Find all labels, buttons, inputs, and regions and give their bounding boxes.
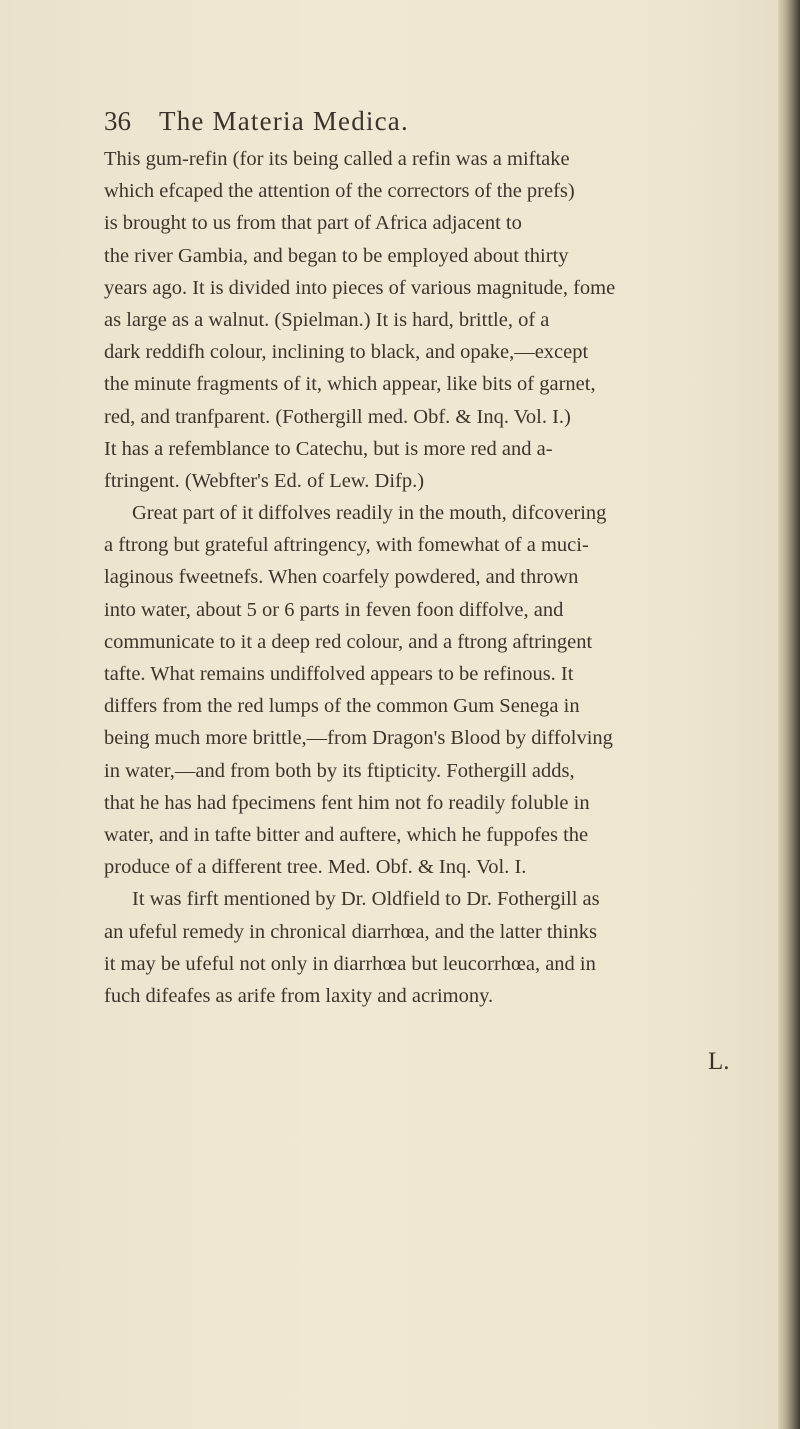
text-line: tafte. What remains undiffolved appears to be refinous. It [104, 663, 574, 685]
text-line: into water, about 5 or 6 parts in feven foon diffolve, and [104, 598, 564, 621]
text-line: It has a refemblance to Catechu, but is more red and a- [104, 437, 553, 460]
text-line: the minute fragments of it, which appear, like bits of garnet, [104, 373, 596, 396]
text-line: being much more brittle,—from Dragon's Blood by diffolving [104, 727, 613, 750]
text-line: It was firft mentioned by Dr. Oldfield to Dr. Fothergill as [132, 888, 600, 911]
text-line: ftringent. (Webfter's Ed. of Lew. Difp.) [104, 469, 425, 492]
text-line: communicate to it a deep red colour, and a ftrong aftringent [104, 630, 593, 653]
text-line: This gum-refin (for its being called a refin was a miftake [104, 148, 570, 170]
text-line: differs from the red lumps of the common Gum Senega in [104, 695, 580, 718]
catchword: L. [708, 1048, 730, 1075]
text-line: laginous fweetnefs. When coarfely powdered, and thrown [104, 566, 579, 589]
text-line: years ago. It is divided into pieces of various magnitude, fome [104, 276, 616, 299]
running-title: The Materia Medica. [159, 106, 409, 136]
body-text [104, 143, 752, 1012]
page-number: 36 [104, 106, 131, 136]
text-line: the river Gambia, and began to be employed about thirty [104, 244, 569, 267]
text-line: in water,—and from both by its ftipticity. Fothergill adds, [104, 759, 575, 782]
text-line: fuch difeafes as arife from laxity and acrimony. [104, 984, 494, 1007]
text-line: Great part of it diffolves readily in the mouth, difcovering [132, 502, 607, 525]
book-binding-edge [778, 0, 800, 1429]
text-line: it may be ufeful not only in diarrhœa but leucorrhœa, and in [104, 952, 596, 975]
page-header [104, 106, 724, 146]
text-line: red, and tranfparent. (Fothergill med. Obf. & Inq. Vol. I.) [104, 405, 571, 428]
text-line: a ftrong but grateful aftringency, with fomewhat of a muci- [104, 534, 589, 557]
text-line: is brought to us from that part of Africa adjacent to [104, 212, 522, 235]
text-line: that he has had fpecimens fent him not fo readily foluble in [104, 791, 590, 814]
text-line: an ufeful remedy in chronical diarrhœa, and the latter thinks [104, 920, 597, 943]
text-line: as large as a walnut. (Spielman.) It is hard, brittle, of a [104, 308, 550, 331]
text-line: water, and in tafte bitter and auftere, which he fuppofes the [104, 823, 589, 846]
text-line: produce of a different tree. Med. Obf. & Inq. Vol. I. [104, 856, 527, 879]
text-line: which efcaped the attention of the correctors of the prefs) [104, 180, 575, 203]
text-line: dark reddifh colour, inclining to black, and opake,—except [104, 341, 589, 364]
